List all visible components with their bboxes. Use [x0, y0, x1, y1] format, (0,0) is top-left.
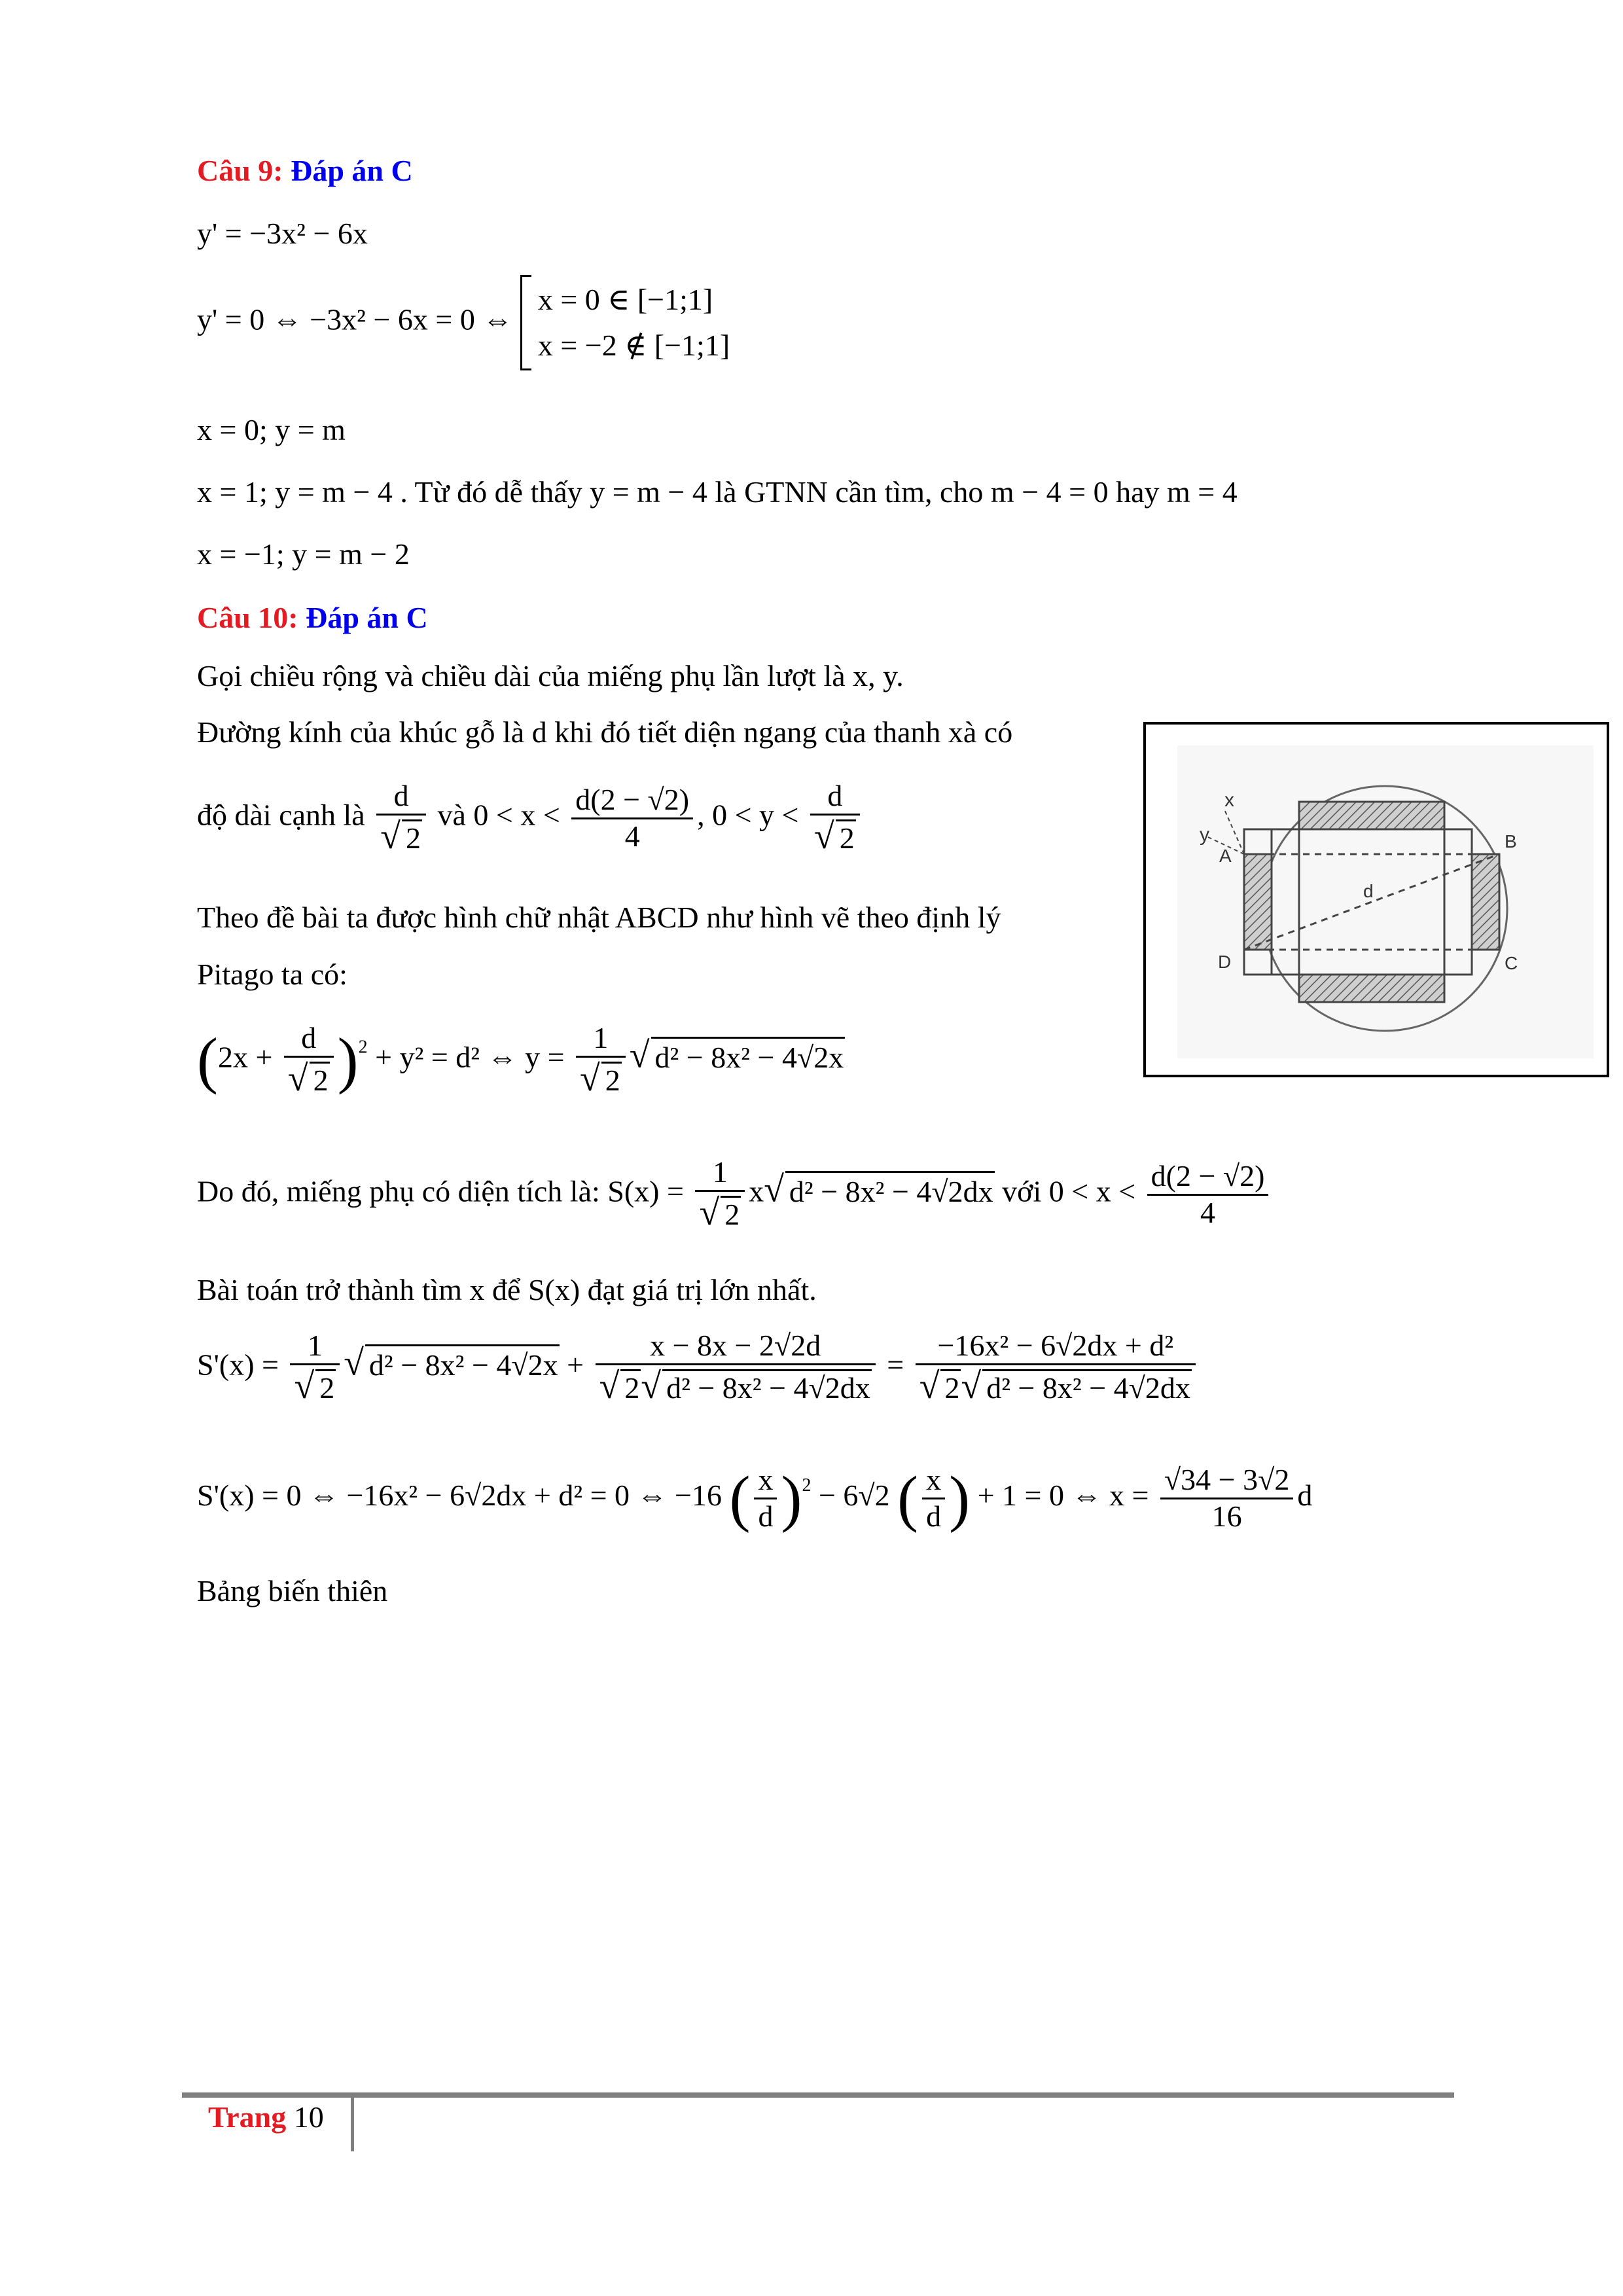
page-number: 10 [293, 2100, 324, 2134]
q10-answer: Đáp án C [306, 601, 428, 634]
q9-line1: y' = −3x² − 6x [197, 217, 368, 250]
q10-p6-text: Do đó, miếng phụ có diện tích là: [197, 1174, 600, 1208]
q9-answer: Đáp án C [291, 154, 413, 187]
label-D: D [1218, 952, 1232, 972]
q10-eq-pyth: (2x + $\frac{d}{√ 2}$ )$^2$ + y² = d² ⇔ y = $\frac{1}{√ 2}$ √ d² − 8x² − 4√2x [197, 1021, 844, 1099]
q10-p8: Bảng biến thiên [197, 1574, 388, 1607]
patch-left [1244, 854, 1272, 950]
q9-heading [197, 152, 413, 190]
q9-case2: x = −2 ∉ [−1;1] [537, 329, 730, 362]
figure-svg [1146, 725, 1607, 1075]
q10-p5: Pitago ta có: [197, 958, 348, 991]
q10-root: S'(x) = 0 ⇔ −16x² − 6√2dx + d² = 0 ⇔ −16 ( $\frac{x}{d}$ )$^2$ − 6√2 ( $\frac{x}{d}$ ) + 1 = 0 ⇔ x = $\frac{√34 - 3√2}{16}$ d [197, 1463, 1313, 1534]
q9-line3: x = 0; y = m [197, 413, 346, 446]
q9-cases [538, 277, 730, 368]
q10-p3-and: và 0 < x < [437, 798, 560, 832]
label-C: C [1505, 953, 1518, 973]
q9-case1: x = 0 ∈ [−1;1] [537, 283, 713, 316]
q10-derivative: S'(x) = $\frac{1}{√ 2}$ √ d² − 8x² − 4√2x + $\frac{x - 8x - 2√2d}{\text{√ 2√ d² − 8x² − 4√2dx}}$ = $\frac{\text{−16x² − 6√2dx + d²}}{\text{√ 2√ d² − 8x² − 4√2dx}}$ [197, 1329, 1200, 1407]
q9-line5: x = −1; y = m − 2 [197, 537, 410, 571]
frac-d-over-sqrt2: $\frac{d}{√ 2}$ [376, 779, 426, 857]
frac-area-one-over-sqrt2: $\frac{1}{√ 2}$ [695, 1155, 745, 1234]
q9-bracket [520, 275, 531, 370]
q10-p3-text: độ dài cạnh là [197, 798, 365, 832]
q9-line4: x = 1; y = m − 4 . Từ đó dễ thấy y = m − 4 là GTNN cần tìm, cho m − 4 = 0 hay m = 4 [197, 475, 1238, 509]
q9-title: Câu 9: [197, 154, 283, 187]
q10-p3 [197, 779, 864, 857]
q9-line2 [197, 275, 730, 370]
label-d: d [1363, 881, 1374, 901]
frac-x-over-d-b: $\frac{x}{d}$ [922, 1463, 945, 1534]
footer-label: Trang [208, 2100, 287, 2134]
frac-d2mroot2-over-4: $\frac{d(2 - √2)}{4}$ [571, 783, 693, 854]
frac-pyth-d-over-sqrt2: $\frac{d}{√ 2}$ [284, 1021, 334, 1100]
q10-root-b: − 6√2 [818, 1478, 890, 1512]
label-A: A [1219, 846, 1232, 866]
patch-right [1472, 854, 1499, 950]
q9-line2-text: y' = 0 ⇔ −3x² − 6x = 0 ⇔ [197, 302, 513, 336]
q10-deriv-lhs: S'(x) = [197, 1348, 279, 1382]
patch-bottom [1299, 975, 1444, 1002]
q10-root-a: S'(x) = 0 ⇔ −16x² − 6√2dx + d² = 0 ⇔ −16 [197, 1478, 722, 1512]
q10-eq-pyth-right: + y² = d² ⇔ y = [375, 1040, 565, 1074]
label-x: x [1224, 789, 1234, 811]
patch-top [1299, 802, 1444, 829]
q10-p6-rad: d² − 8x² − 4√2dx [785, 1171, 995, 1211]
q10-root-c: + 1 = 0 ⇔ x = [977, 1478, 1149, 1512]
figure-bg [1177, 745, 1594, 1058]
q10-p1: Gọi chiều rộng và chiều dài của miếng phụ lần lượt là x, y. [197, 659, 904, 692]
q10-p2: Đường kính của khúc gỗ là d khi đó tiết diện ngang của thanh xà có [197, 715, 1013, 749]
q10-p7: Bài toán trở thành tìm x để S(x) đạt giá trị lớn nhất. [197, 1273, 817, 1306]
q10-title: Câu 10: [197, 601, 298, 634]
label-B: B [1505, 831, 1517, 852]
label-y: y [1200, 824, 1209, 846]
q10-p6: Do đó, miếng phụ có diện tích là: S(x) = $\frac{1}{√ 2}$ x√ d² − 8x² − 4√2dx với 0 < x < $\frac{d(2 - √2)}{4}$ [197, 1155, 1272, 1234]
frac-deriv-one-over-sqrt2: $\frac{1}{√ 2}$ [290, 1329, 340, 1407]
frac-x-over-d: $\frac{x}{d}$ [754, 1463, 777, 1534]
footer-rule [182, 2092, 1454, 2098]
q10-heading [197, 599, 428, 637]
frac-root-value: $\frac{√34 - 3√2}{16}$ [1160, 1463, 1293, 1534]
frac-area-bound: $\frac{d(2 - √2)}{4}$ [1147, 1159, 1269, 1230]
q10-eq-pyth-rad: d² − 8x² − 4√2x [651, 1037, 846, 1077]
q10-p6-with: với 0 < x < [1002, 1174, 1136, 1208]
q10-deriv-rad: d² − 8x² − 4√2x [365, 1344, 560, 1384]
figure-box [1143, 722, 1609, 1077]
frac-d-over-sqrt2-b: $\frac{d}{√ 2}$ [810, 779, 860, 857]
q10-p4: Theo đề bài ta được hình chữ nhật ABCD như hình vẽ theo định lý [197, 901, 1001, 934]
footer-divider [351, 2098, 354, 2151]
q10-p3-tail: , 0 < y < [697, 798, 799, 832]
frac-one-over-sqrt2: $\frac{1}{√ 2}$ [576, 1021, 626, 1100]
frac-deriv-second: $\frac{x - 8x - 2√2d}{\text{√ 2√ d² − 8x² − 4√2dx}}$ [596, 1329, 876, 1407]
frac-deriv-result: $\frac{\text{−16x² − 6√2dx + d²}}{\text{√ 2√ d² − 8x² − 4√2dx}}$ [916, 1329, 1196, 1407]
footer [208, 2100, 324, 2134]
q10-p6-S: S(x) = [607, 1174, 684, 1208]
